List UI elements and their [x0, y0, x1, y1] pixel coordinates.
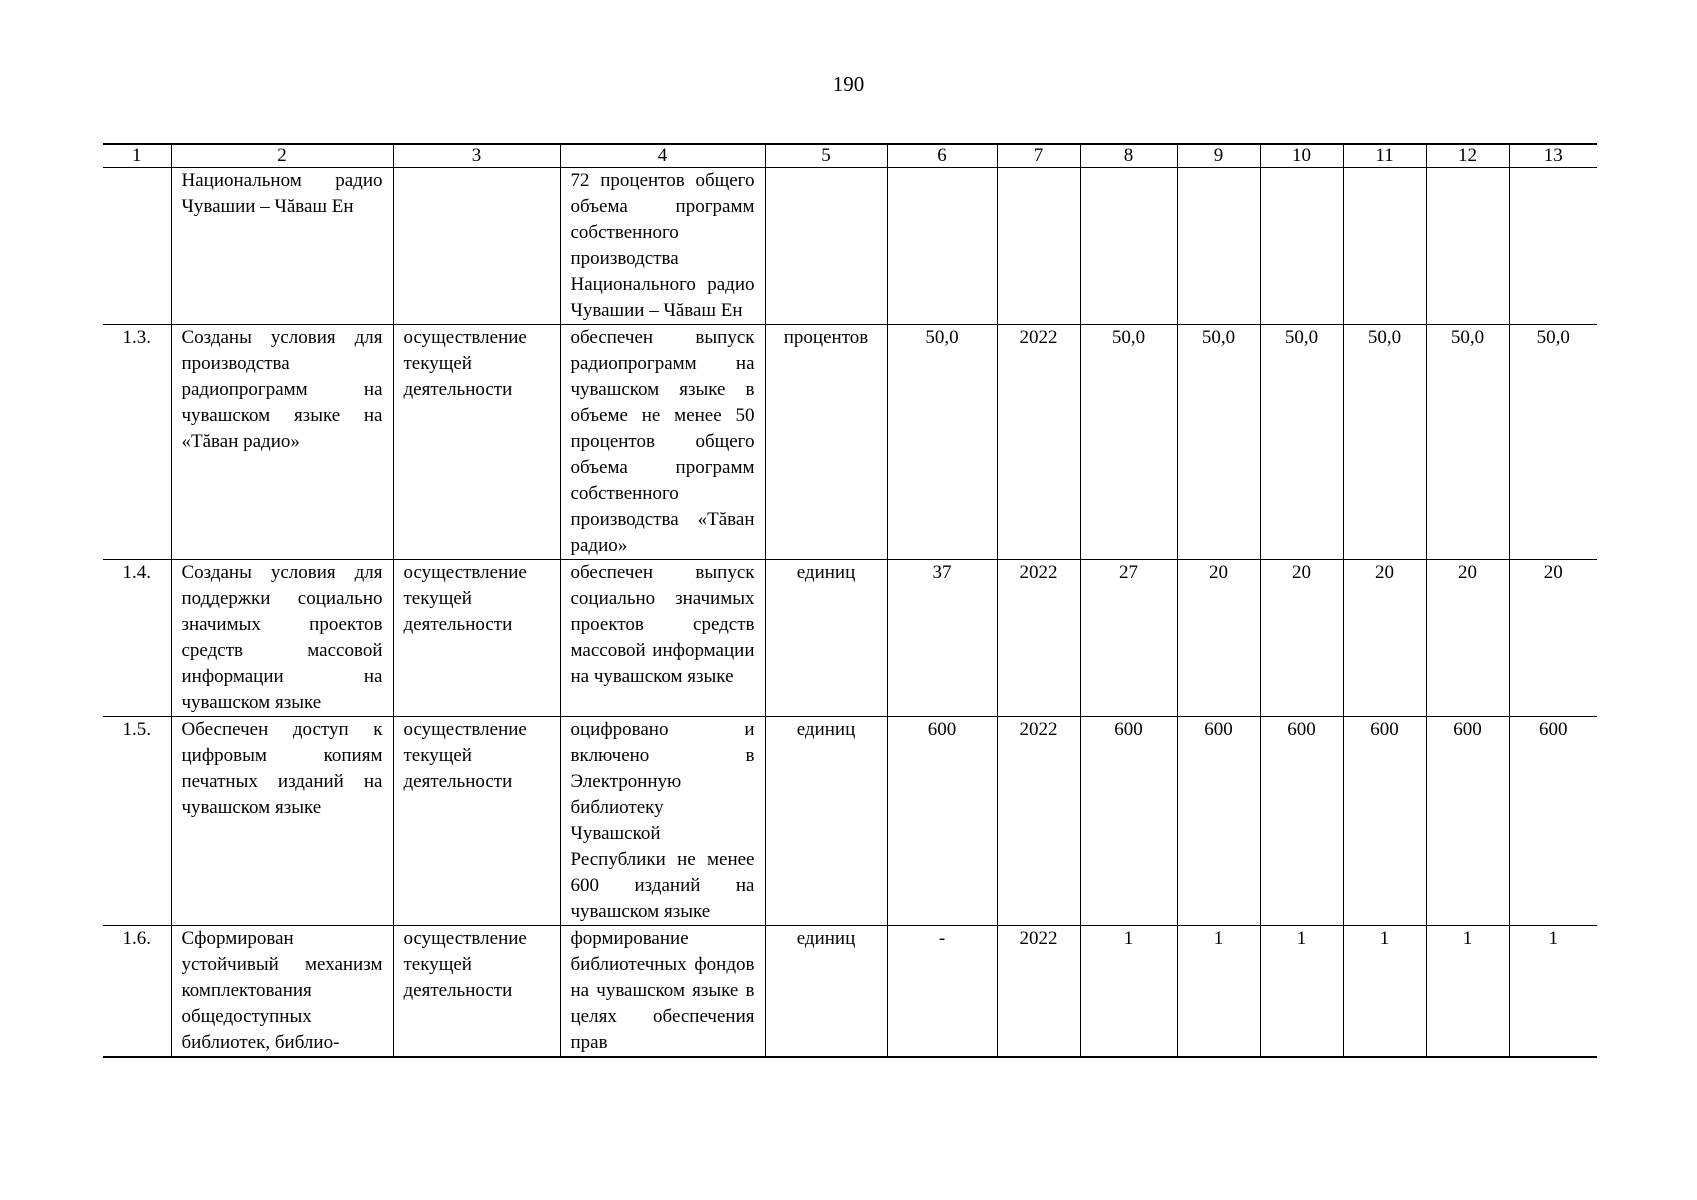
unit-cell: процентов: [765, 325, 887, 560]
base-value-cell: -: [887, 926, 997, 1058]
value-cell: [1080, 168, 1177, 325]
result-description-cell: формирование библиотечных фондов на чувашском языке в целях обеспечения прав: [560, 926, 765, 1058]
program-table: [103, 143, 1597, 1058]
base-value-cell: [887, 168, 997, 325]
result-name-cell: Созданы условия для производства радиопрограмм на чувашском языке на «Тăван радио»: [171, 325, 393, 560]
row-id-cell: [103, 168, 171, 325]
unit-cell: единиц: [765, 560, 887, 717]
row-id-cell: 1.5.: [103, 717, 171, 926]
base-year-cell: 2022: [997, 926, 1080, 1058]
value-cell: 600: [1509, 717, 1597, 926]
unit-cell: [765, 168, 887, 325]
value-cell: [1509, 168, 1597, 325]
value-cell: [1343, 168, 1426, 325]
value-cell: [1260, 168, 1343, 325]
measure-type-cell: осуществление текущей деятельности: [393, 325, 560, 560]
column-header: 8: [1080, 144, 1177, 168]
base-year-cell: [997, 168, 1080, 325]
unit-cell: единиц: [765, 717, 887, 926]
column-header: 4: [560, 144, 765, 168]
base-year-cell: 2022: [997, 560, 1080, 717]
result-description-cell: 72 процентов общего объема программ собственного производства Национального радио Чувашии – Чăваш Ен: [560, 168, 765, 325]
row-id-cell: 1.4.: [103, 560, 171, 717]
value-cell: 20: [1426, 560, 1509, 717]
value-cell: 50,0: [1343, 325, 1426, 560]
measure-type-cell: осуществление текущей деятельности: [393, 717, 560, 926]
value-cell: 20: [1260, 560, 1343, 717]
column-header: 11: [1343, 144, 1426, 168]
result-name-cell: Национальном радио Чувашии – Чăваш Ен: [171, 168, 393, 325]
result-description-cell: обеспечен выпуск социально значимых проектов средств массовой информации на чувашском языке: [560, 560, 765, 717]
value-cell: 50,0: [1177, 325, 1260, 560]
table-row: [103, 325, 1597, 560]
value-cell: 50,0: [1260, 325, 1343, 560]
page-number: 190: [832, 72, 865, 96]
measure-type-cell: осуществление текущей деятельности: [393, 560, 560, 717]
value-cell: 50,0: [1080, 325, 1177, 560]
column-header: 7: [997, 144, 1080, 168]
measure-type-cell: осуществление текущей деятельности: [393, 926, 560, 1058]
value-cell: 20: [1509, 560, 1597, 717]
value-cell: 27: [1080, 560, 1177, 717]
value-cell: 20: [1177, 560, 1260, 717]
value-cell: 600: [1426, 717, 1509, 926]
table-row: [103, 168, 1597, 325]
value-cell: [1426, 168, 1509, 325]
value-cell: 600: [1080, 717, 1177, 926]
value-cell: 50,0: [1426, 325, 1509, 560]
value-cell: 1: [1080, 926, 1177, 1058]
column-header: 2: [171, 144, 393, 168]
base-year-cell: 2022: [997, 717, 1080, 926]
column-header: 6: [887, 144, 997, 168]
column-header: 10: [1260, 144, 1343, 168]
base-value-cell: 600: [887, 717, 997, 926]
base-year-cell: 2022: [997, 325, 1080, 560]
value-cell: 1: [1260, 926, 1343, 1058]
column-number-header-row: [103, 144, 1597, 168]
result-name-cell: Созданы условия для поддержки социально значимых проектов средств массовой информации на чувашском языке: [171, 560, 393, 717]
column-header: 5: [765, 144, 887, 168]
column-header: 12: [1426, 144, 1509, 168]
table-row: [103, 717, 1597, 926]
unit-cell: единиц: [765, 926, 887, 1058]
value-cell: 20: [1343, 560, 1426, 717]
column-header: 13: [1509, 144, 1597, 168]
column-header: 3: [393, 144, 560, 168]
table-row: [103, 560, 1597, 717]
value-cell: 600: [1343, 717, 1426, 926]
base-value-cell: 50,0: [887, 325, 997, 560]
table-row: [103, 926, 1597, 1058]
value-cell: 600: [1177, 717, 1260, 926]
value-cell: 600: [1260, 717, 1343, 926]
result-description-cell: оцифровано и включено в Электронную библиотеку Чувашской Республики не менее 600 изданий на чувашском языке: [560, 717, 765, 926]
row-id-cell: 1.3.: [103, 325, 171, 560]
value-cell: 1: [1177, 926, 1260, 1058]
value-cell: 1: [1509, 926, 1597, 1058]
value-cell: 1: [1426, 926, 1509, 1058]
result-description-cell: обеспечен выпуск радиопрограмм на чувашском языке в объеме не менее 50 процентов общего объема программ собственного производства «Тăван радио»: [560, 325, 765, 560]
result-name-cell: Обеспечен доступ к цифровым копиям печатных изданий на чувашском языке: [171, 717, 393, 926]
value-cell: 50,0: [1509, 325, 1597, 560]
base-value-cell: 37: [887, 560, 997, 717]
result-name-cell: Сформирован устойчивый механизм комплектования общедоступных библиотек, библио-: [171, 926, 393, 1058]
value-cell: [1177, 168, 1260, 325]
column-header: 1: [103, 144, 171, 168]
row-id-cell: 1.6.: [103, 926, 171, 1058]
column-header: 9: [1177, 144, 1260, 168]
measure-type-cell: [393, 168, 560, 325]
value-cell: 1: [1343, 926, 1426, 1058]
